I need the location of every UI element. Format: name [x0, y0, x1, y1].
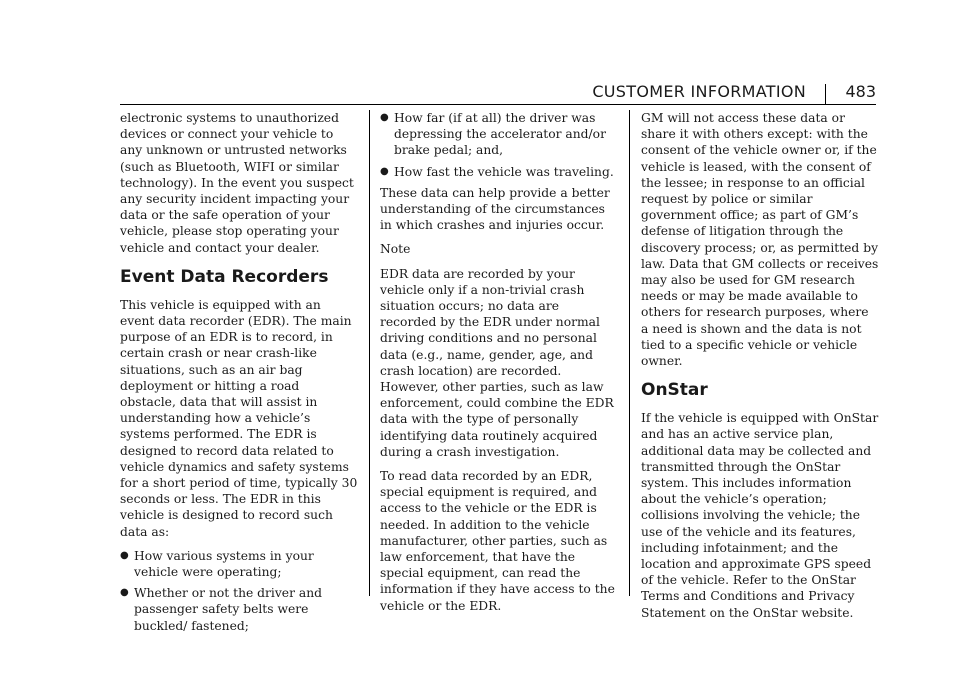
page-number: 483 — [845, 82, 876, 101]
column-1 — [120, 110, 358, 639]
section-title: CUSTOMER INFORMATION — [592, 82, 806, 101]
list-item — [380, 110, 618, 159]
bullet-icon: ● — [120, 549, 129, 561]
paragraph: If the vehicle is equipped with OnStar and has an active service plan, additional data may be collected and transmitted through the OnStar system. This includes information about the vehicle’s operation; collisions involving the vehicle; the use of the vehicle and its features, including infotainment; and the location and approximate GPS speed of the vehicle. Refer to the OnStar Terms and Conditions and Privacy Statement on the OnStar website. — [641, 411, 879, 620]
page-header — [120, 82, 876, 102]
list-item-text: Whether or not the driver and passenger safety belts were buckled/ fastened; — [134, 586, 322, 633]
section-heading-edr: Event Data Recorders — [120, 266, 329, 287]
column-divider — [369, 110, 370, 596]
paragraph: These data can help provide a better understanding of the circumstances in which crashes and injuries occur. — [380, 185, 610, 233]
list-item-text: How various systems in your vehicle were operating; — [134, 548, 314, 580]
paragraph: This vehicle is equipped with an event data recorder (EDR). The main purpose of an EDR is to record, in certain crash or near crash-like situations, such as an air bag deployment or hitting a road obstacle, data that will assist in understanding how a vehicle’s systems performed. The EDR is designed to record data related to vehicle dynamics and safety systems for a short period of time, typically 30 seconds or less. The EDR in this vehicle is designed to record such data as: — [120, 297, 358, 539]
note-label: Note — [380, 242, 411, 257]
column-3 — [641, 110, 879, 629]
bullet-icon: ● — [380, 165, 389, 177]
header-divider — [825, 84, 826, 104]
list-item-text: How fast the vehicle was traveling. — [394, 164, 614, 179]
paragraph: GM will not access these data or share it with others except: with the consent of the vehicle owner or, if the vehicle is leased, with the consent of the lessee; in response to an official request by police or similar government office; as part of GM’s defense of litigation through the discovery process; or, as permitted by law. Data that GM collects or receives may also be used for GM research needs or may be made available to others for research purposes, where a need is shown and the data is not tied to a specific vehicle or vehicle owner. — [641, 111, 879, 369]
column-2 — [380, 110, 618, 622]
paragraph: electronic systems to unauthorized devices or connect your vehicle to any unknown or untrusted networks (such as Bluetooth, WIFI or similar technology). In the event you suspect any security incident impacting your data or the safe operation of your vehicle, please stop operating your vehicle and contact your dealer. — [120, 111, 354, 255]
list-item — [120, 548, 358, 580]
list-item — [120, 585, 358, 634]
header-rule — [120, 104, 876, 105]
list-item — [380, 164, 618, 180]
list-item-text: How far (if at all) the driver was depressing the accelerator and/or brake pedal; and, — [394, 111, 606, 158]
paragraph: To read data recorded by an EDR, special equipment is required, and access to the vehicle or the EDR is needed. In addition to the vehicle manufacturer, other parties, such as law enforcement, that have the special equipment, can read the information if they have access to the vehicle or the EDR. — [380, 469, 615, 613]
bullet-icon: ● — [120, 587, 129, 599]
section-heading-onstar: OnStar — [641, 380, 708, 401]
paragraph: EDR data are recorded by your vehicle only if a non-trivial crash situation occurs; no data are recorded by the EDR under normal driving conditions and no personal data (e.g., name, gender, age, and crash location) are recorded. However, other parties, such as law enforcement, could combine the EDR data with the type of personally identifying data routinely acquired during a crash investigation. — [380, 266, 614, 459]
bullet-icon: ● — [380, 112, 389, 123]
column-divider — [629, 110, 630, 596]
